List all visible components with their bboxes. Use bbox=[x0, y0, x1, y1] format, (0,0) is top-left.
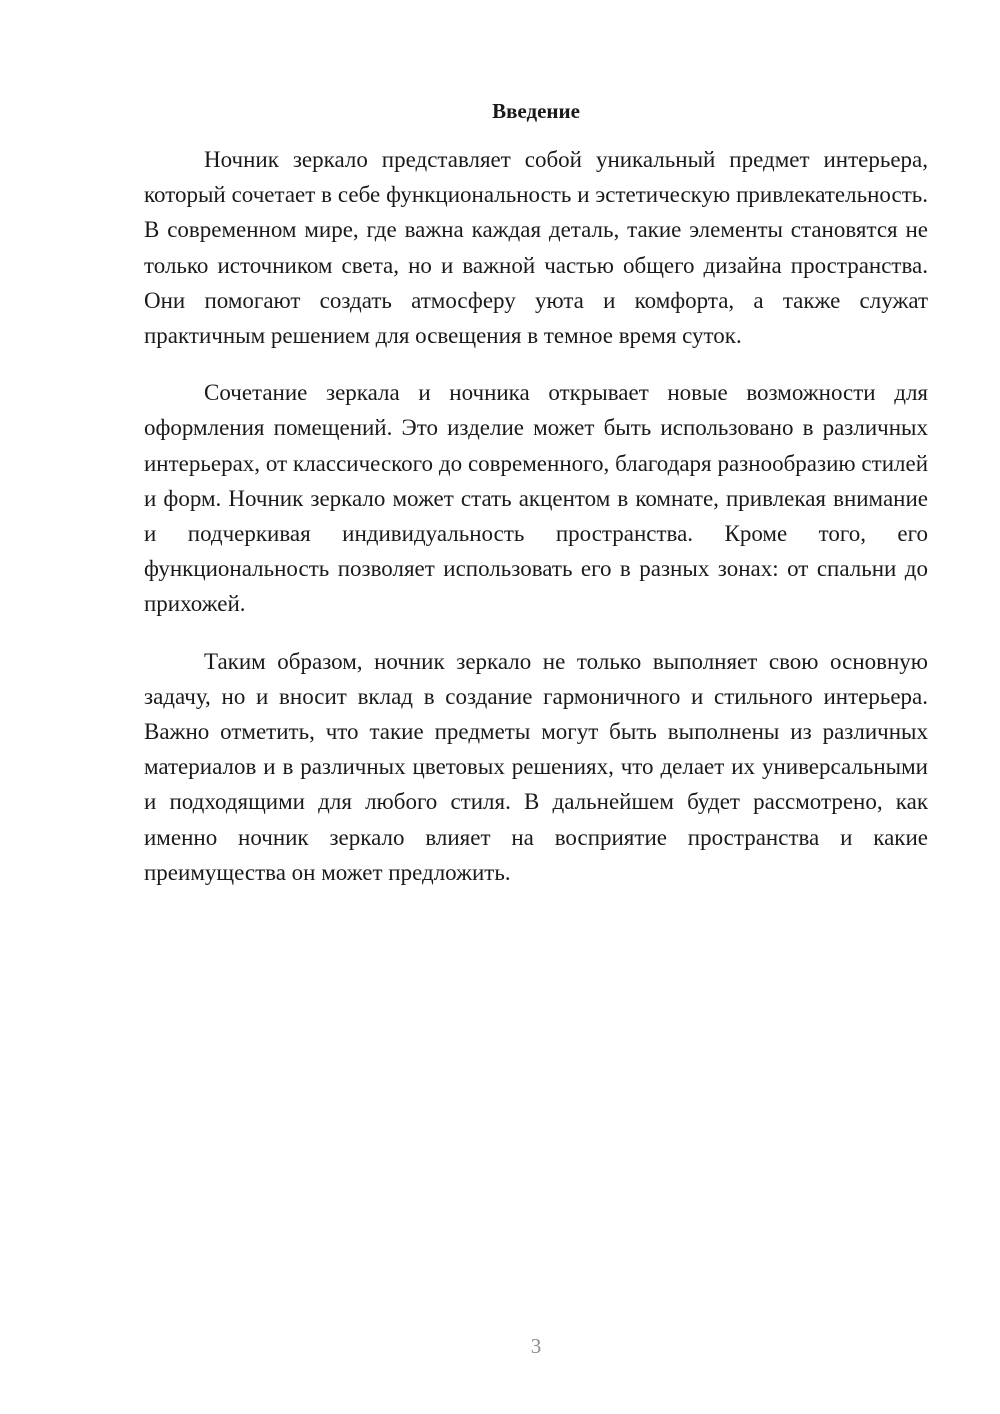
paragraph-3: Таким образом, ночник зеркало не только выполняет свою основную задачу, но и вносит вклад в создание гармоничного и стильного интерьера. Важно отметить, что такие предметы могут быть выполнены из различных материалов и в различных цветовых решениях, что делает их универсальными и подходящими для любого стиля. В дальнейшем будет рассмотрено, как именно ночник зеркало влияет на восприятие пространства и какие преимущества он может предложить. bbox=[144, 648, 928, 885]
section-heading: Введение bbox=[492, 99, 580, 123]
body-text bbox=[144, 142, 928, 912]
page-number: 3 bbox=[530, 1334, 542, 1358]
paragraph-2: Сочетание зеркала и ночника открывает новые возможности для оформления помещений. Это изделие может быть использовано в различных интерьерах, от классического до современного, благодаря разнообразию стилей и форм. Ночник зеркало может стать акцентом в комнате, привлекая внимание и подчеркивая индивидуальность пространства. Кроме того, его функциональность позволяет использовать его в разных зонах: от спальни до прихожей. bbox=[144, 380, 928, 617]
paragraph-1: Ночник зеркало представляет собой уникальный предмет интерьера, который сочетает в себе функциональность и эстетическую привлекательность. В современном мире, где важна каждая деталь, такие элементы становятся не только источником света, но и важной частью общего дизайна пространства. Они помогают создать атмосферу уюта и комфорта, а также служат практичным решением для освещения в темное время суток. bbox=[144, 147, 928, 349]
